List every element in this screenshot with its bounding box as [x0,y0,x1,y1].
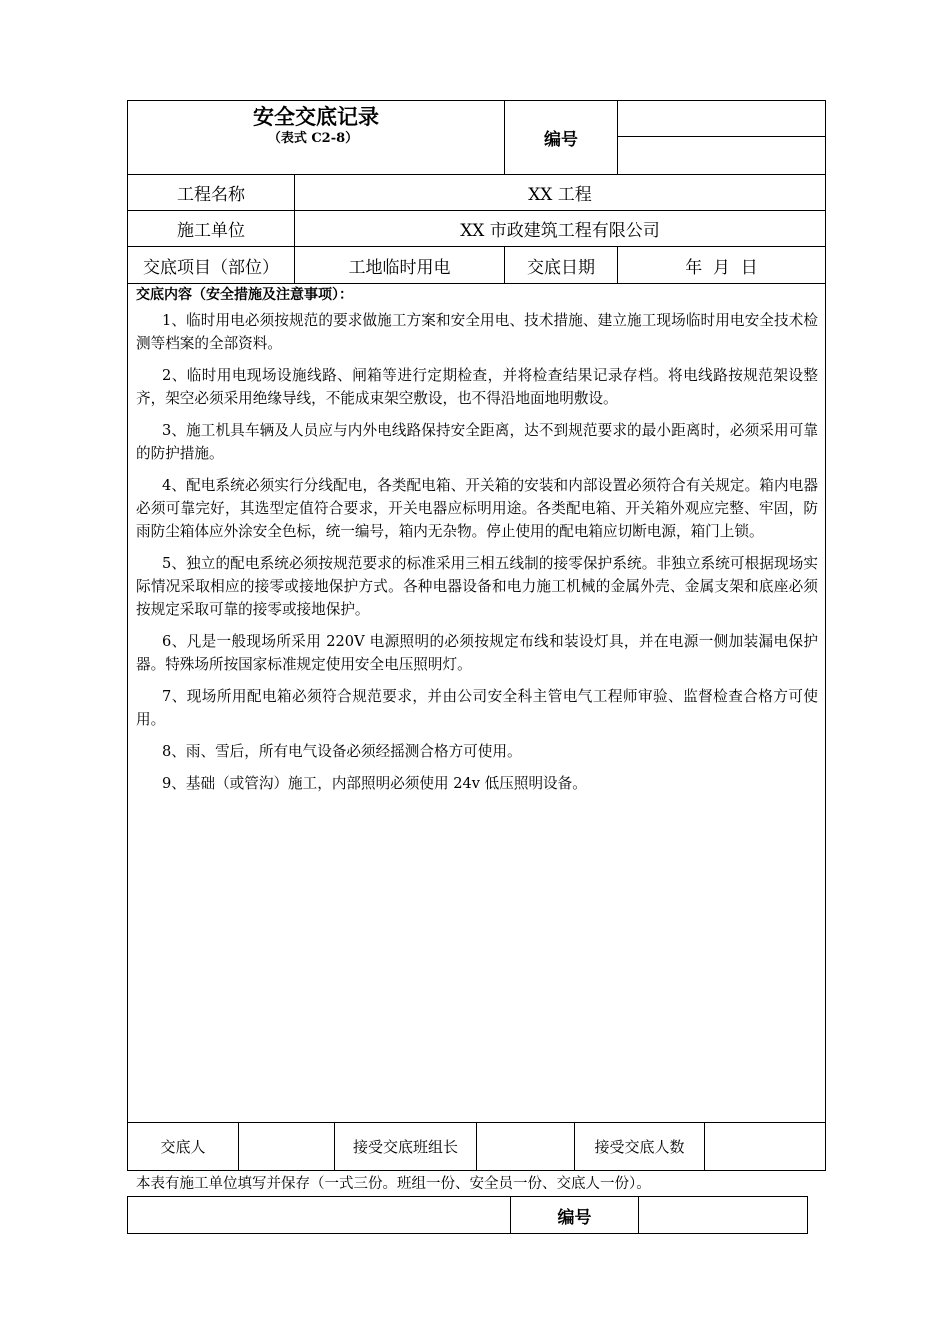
content-paragraph: 6、凡是一般现场所采用 220V 电源照明的必须按规定布线和装设灯具，并在电源一侧加装漏电保护器。特殊场所按国家标准规定使用安全电压照明灯。 [136,633,818,673]
storage-note: 本表有施工单位填写并保存（一式三份。班组一份、安全员一份、交底人一份）。 [136,1176,651,1192]
date-value[interactable]: 年 月 日 [685,257,758,278]
discloser-field[interactable] [239,1123,334,1170]
receiver-count-field[interactable] [705,1123,825,1170]
team-leader-field[interactable] [477,1123,574,1170]
discloser-label: 交底人 [160,1138,206,1156]
number-label: 编号 [544,130,578,150]
project-name-label: 工程名称 [177,185,245,205]
number-field-2[interactable] [618,137,825,174]
content-heading: 交底内容（安全措施及注意事项）： [136,287,353,303]
project-name-value[interactable]: XX 工程 [528,185,592,205]
team-leader-label: 接受交底班组长 [352,1138,458,1156]
date-label: 交底日期 [527,257,595,278]
content-paragraph: 9、基础（或管沟）施工，内部照明必须使用 24v 低压照明设备。 [162,775,587,792]
content-paragraph: 3、施工机具车辆及人员应与内外电线路保持安全距离，达不到规范要求的最小距离时，必须采用可靠的防护措施。 [136,422,818,462]
content-paragraph: 8、雨、雪后，所有电气设备必须经摇测合格方可使用。 [162,743,522,760]
bottom-blank-field[interactable] [128,1197,510,1233]
disclosure-content [136,286,818,795]
item-value[interactable]: 工地临时用电 [348,257,451,278]
construction-unit-label: 施工单位 [177,221,245,241]
content-paragraph: 2、临时用电现场设施线路、闸箱等进行定期检查，并将检查结果记录存档。将电线路按规范架设整齐，架空必须采用绝缘导线，不能成束架空敷设，也不得沿地面地明敷设。 [136,367,818,407]
content-paragraph: 5、独立的配电系统必须按规范要求的标准采用三相五线制的接零保护系统。非独立系统可根据现场实际情况采取相应的接零或接地保护方式。各种电器设备和电力施工机械的金属外壳、金属支架和底座必须按规定采取可靠的接零或接地保护。 [136,555,818,618]
content-paragraph: 4、配电系统必须实行分线配电，各类配电箱、开关箱的安装和内部设置必须符合有关规定。箱内电器必须可靠完好，其选型定值符合要求，开关电器应标明用途。各类配电箱、开关箱外观应完整、牢固，防雨防尘箱体应外涂安全色标，统一编号，箱内无杂物。停止使用的配电箱应切断电源，箱门上锁。 [136,477,818,540]
construction-unit-value[interactable]: XX 市政建筑工程有限公司 [460,221,660,241]
item-label: 交底项目（部位） [143,257,279,278]
form-title-cell [128,101,504,174]
bottom-number-label: 编号 [557,1207,592,1228]
bottom-number-field[interactable] [639,1197,807,1233]
form-subtitle: （表式 C2-8） [267,131,359,146]
number-field-1[interactable] [618,101,825,136]
receiver-count-label: 接受交底人数 [594,1138,685,1156]
content-paragraph: 7、现场所用配电箱必须符合规范要求，并由公司安全科主管电气工程师审验、监督检查合格方可使用。 [136,688,818,728]
content-paragraph: 1、临时用电必须按规范的要求做施工方案和安全用电、技术措施、建立施工现场临时用电安全技术检测等档案的全部资料。 [136,312,818,352]
form-title: 安全交底记录 [253,104,379,129]
